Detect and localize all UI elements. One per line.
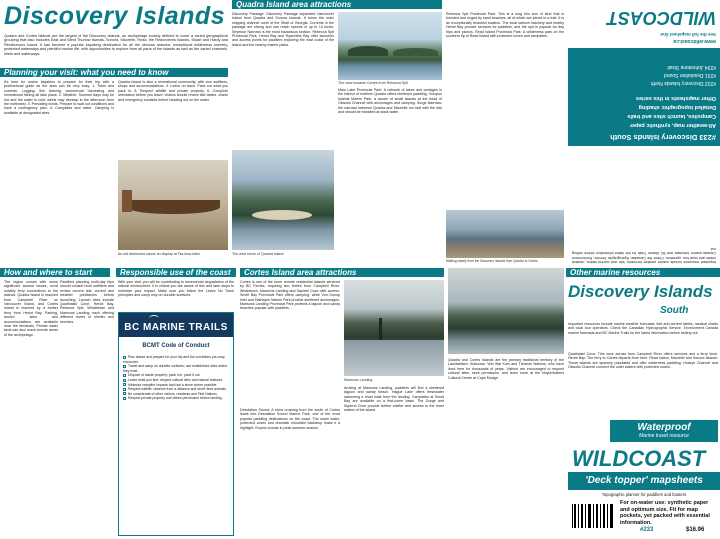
mansons-caption: Mansons Landing — [344, 378, 373, 382]
bcmt-code-list — [123, 355, 229, 401]
clamming-photo — [446, 210, 564, 258]
other-heading: Other marine resources — [570, 268, 661, 277]
how-text: The region comes with some significant access issues, most notably ferry connections to the islands. Quadra Island is reached from Campbell River on Vancouver Island, and Cortes Island is reached by a further ferry from Heriot Bay. Parking, launch sites and accommodations are available near the terminals. Private water taxis can also reach remote areas of the archipelago. — [4, 280, 58, 337]
wildcoast-top-brand: WILDCOAST — [607, 8, 716, 28]
planning-text-2: Quadra Island is also a recreational community, with tour outfitters, shops and accommodations. 4. Leave no trace. Pack out what you pack in. 5. Respect wildlife and private property. 6. Complete orientation before you leave: visitors should review tide tables, charts and emergency contacts before heading out on the water. — [118, 80, 228, 102]
deck-subtitle: Topographic planner for paddlers and boaters — [601, 492, 687, 497]
rotated-cover-top — [568, 0, 720, 268]
rotated-panel-heading: #233 Discovery Islands South — [610, 133, 716, 142]
bcmt-item: Plan ahead and prepare for your trip and the conditions you may encounter. — [123, 355, 225, 364]
bcmt-item: Be considerate of other visitors, residents and First Nations. — [123, 392, 229, 397]
cover-text-2: Quathiaski Cove: This cove across from Campbell River offers services and a ferry dock. Heriot Bay: The ferry to Cortes departs from here. Read Island, Maurelle and Sonora Islands: These islands are sparsely populated and offer wilderness paddling. Hoskyn Channel and Okisollo Channel connect the outer waters with protected routes. — [568, 352, 718, 370]
how-text-2: Paddlers planning multi-day trips should consult local outfitters and review current tide, current and weather predictions before launching. Launch sites include Quathiaski Cove, Heriot Bay, Rebecca Spit, Whaletown and Mansons Landing, each offering different levels of shelter and services. — [60, 280, 114, 324]
rotated-list-item: #234 Johnstone Strait — [667, 64, 716, 70]
waterproof-sub: Marine travel resource — [639, 433, 689, 439]
bcmt-item: Minimize campfire impacts and use a stove where possible. — [123, 383, 229, 388]
how-heading: How and where to start — [4, 268, 93, 277]
bcmt-item: Respect private property and obtain permission before landing. — [123, 396, 229, 401]
view-caption: The view towards Cortes from Rebecca Spit — [338, 81, 409, 85]
quadra-text-3: Rebecca Spit Provincial Park: This is a long thin arm of land that is forested and ringed by sand beaches, all of which are joined to a trail. It is an exceptionally beautiful location. The local salmon hatchery and nearby Heriot Bay provide services for paddlers, and the spit is popular for day trips and picnics. Read Island Provincial Park: A wilderness park on the southern tip of Read Island with protected coves and campsites. — [446, 12, 564, 39]
responsible-heading: Responsible use of the coast — [120, 268, 231, 277]
rotated-list-item: #231 Desolation Sound — [664, 72, 716, 78]
rotated-panel-item: Other mapsheets in this series — [635, 95, 716, 101]
deck-label: 'Deck topper' mapsheets — [585, 475, 703, 486]
quadra-text: Discovery Passage: Discovery Passage separates Vancouver Island from Quadra and Sonora Islands. It forms the main shipping channel north of the Strait of Georgia. Currents in the passage are strong and can reach speeds of up to 14 knots. Seymour Narrows is the most hazardous section. Rebecca Spit Provincial Park, Heriot Bay and Hyacinthe Bay offer launches and access points for paddlers exploring the east coast of the island and the nearby marine parks. — [232, 12, 334, 47]
rotated-list-item: #232 Discovery Islands North — [650, 80, 716, 86]
cortes-heading: Cortes Island area attractions — [244, 268, 357, 277]
cover-title: Discovery Islands — [568, 282, 713, 301]
mansons-photo — [344, 280, 444, 376]
east-shore-photo — [232, 150, 334, 250]
rotated-panel — [568, 48, 720, 146]
rotated-panel-item: All-weather map, synthetic paper — [629, 122, 716, 128]
canoe-caption: An old fashioned canoe on display at Tsa-kwa-luten — [118, 252, 200, 256]
bcmt-item: Travel and camp on durable surfaces; use established sites where they exist. — [123, 364, 228, 373]
cortes-text-2: Desolation Sound: A short crossing from the south of Cortes leads into Desolation Sound Marine Park, one of the most popular paddling destinations on the coast. The warm water, protected coves and dramatic mountain backdrop make it a highlight. Expect crowds in peak summer season. — [240, 408, 340, 430]
bcmt-code-title: BCMT Code of Conduct — [142, 343, 210, 349]
rotated-panel-item: Campsites, launch sites and trails — [627, 113, 716, 119]
waterproof-panel — [610, 420, 718, 442]
wildcoast-top-tag: See the full mapsheet line: — [659, 32, 716, 37]
cover-text: Important resources include marine weather forecasts, tide and current tables, nautical charts and local tour operators. Check the Canadian Hydrographic Service, Environment Canada marine forecasts and BC Marine Trails for the latest information before setting out. — [568, 322, 718, 335]
canoe-photo — [118, 160, 228, 250]
waterproof-label: Waterproof — [637, 422, 691, 433]
wildcoast-top-web: www.wildcoast.ca — [673, 38, 716, 44]
bc-marine-trails-box — [118, 312, 234, 536]
planning-heading: Planning your visit: what you need to know — [4, 68, 169, 77]
responsible-text: With your visit, you will be contributing to incremental degradation of the natural environment. It is critical you are aware of this and take steps to minimize your impact. Make sure you follow the Leave No Trace principles and camp only on durable surfaces. — [118, 280, 234, 298]
bc-marine-logo-icon — [149, 315, 159, 321]
quadra-text-2: Main Lake Provincial Park: A network of lakes and portages in the interior of northern Quadra offers sheltered paddling. Octopus Islands Marine Park: a cluster of small islands at the head of Okisollo Channel with anchorages and camping. Surge Narrows: the narrows between Quadra and Maurelle run fast with the tide and should be transited at slack water. — [338, 88, 442, 115]
tagline: For on-water use: synthetic paper and optimum size. Fit for map pockets, yet packed with essential information. — [620, 500, 710, 526]
main-title: Discovery Islands — [4, 2, 226, 30]
rotated-panel-item: Detailed topographic shading — [638, 104, 716, 110]
bcmt-item: Leave what you find; respect cultural sites and natural features. — [123, 378, 229, 383]
bcmt-item: Dispose of waste properly: pack it in, pack it out. — [123, 373, 229, 378]
cover-subtitle: South — [660, 305, 689, 316]
barcode — [570, 502, 616, 534]
product-code: #233 — [640, 527, 654, 533]
deck-panel — [568, 472, 720, 490]
quadra-heading: Quadra Island area attractions — [236, 0, 352, 9]
cortes-text: Cortes is one of the more remote residential islands serviced by BC Ferries, requiring two ferries from Campbell River. Whaletown, Mansons Landing and Squirrel Cove offer access. Smelt Bay Provincial Park offers camping, while Von Donop Inlet and Hathayim Marine Park provide sheltered anchorages. Mansons Landing Provincial Park protects a lagoon and sandy beaches popular with paddlers. — [240, 280, 340, 311]
bcmt-item: Respect wildlife: observe from a distance and never feed animals. — [123, 387, 229, 392]
intro-text: Quadra and Cortes Islands are the largest of the Discovery Islands, an archipelago loosely defined to cover a varied geographical grouping that also includes East and West Thurlow Islands, Sonora, Maurelle, Read, the Redonderes Islands, Stuart and Hardy and Rendezvous Island. It has become a popular kayaking destination for all the obvious reasons: exceptional wilderness scenery, protected waterways and plentiful marine life, with opportunities to explore from all parts of the islands as well as the varied channels, inlets and waterways. — [4, 34, 228, 56]
planning-text: It's best for novice kayakers to prepare for their trip with a professional guide as the area can be very busy. 1. Tides and currents. Logging, fish farming, commercial harvesting and recreational fishing all take place. 2. Weather. Summer days may be hot and the water is cold; winds may develop in the afternoon from the northwest. 3. Prevailing winds. Prepare to wait out conditions and have a contingency plan. 4. Campsites and water. Camping is available at designated sites. — [4, 80, 114, 115]
price: $16.96 — [686, 527, 705, 533]
other-text: Quadra and Cortes Islands are the primary traditional territory of the Laichwiltach, Klahoose, Wei Wai Kum and Tla'amin Nations, who have lived here for thousands of years. Visitors are encouraged to respect cultural sites, seek permission, and learn more at the Nuyumbalees Cultural Centre at Cape Mudge. — [448, 358, 564, 380]
wildcoast-brand: WILDCOAST — [572, 446, 706, 471]
other-photo — [448, 268, 564, 354]
bc-marine-logo: BC MARINE TRAILS — [124, 322, 228, 333]
east-shore-caption: The east shore of Quadra Island — [232, 252, 284, 256]
view-photo — [338, 12, 442, 80]
clamming-caption: Waiting clearly from the Discovery Islands from Quadra to Cortes — [446, 259, 538, 263]
cortes-text-3: Arriving at Mansons Landing, paddlers will find a sheltered lagoon and sandy beach. Hague Lake offers freshwater swimming a short walk from the landing. Campsites at Smelt Bay are available on a first-come basis. The Gorge and Squirrel Cove provide further shelter and access to the inner waters of the island. — [344, 386, 444, 413]
rotated-other-text: Important resources include marine weather forecasts, tide and current tables, nautical charts and local tour operators. Check the Canadian Hydrographic Service, Environment Canada marine forecasts and BC Marine Trails for the latest information before setting out. — [572, 246, 716, 264]
